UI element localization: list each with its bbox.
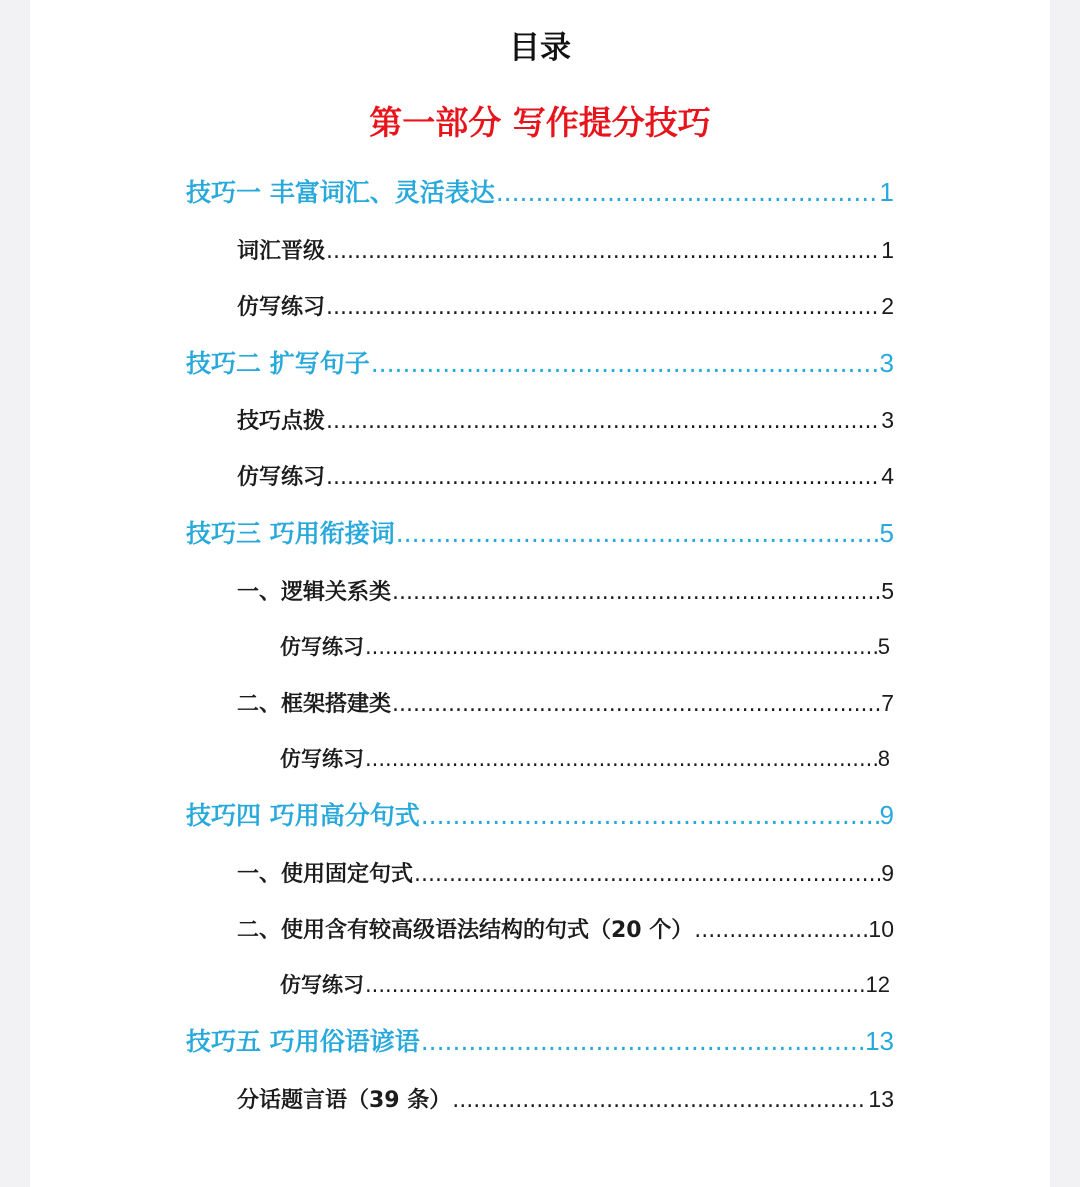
dot-leader: [326, 461, 880, 495]
toc-entry-level2[interactable]: [237, 912, 894, 948]
toc-entry-level1[interactable]: [186, 798, 894, 833]
dot-leader: [496, 176, 879, 210]
toc-entry-level2[interactable]: [237, 574, 894, 610]
toc-entry-label: 技巧四 巧用高分句式: [186, 801, 420, 830]
toc-entry-label: 词汇晋级: [237, 239, 326, 264]
toc-entry-level3[interactable]: [280, 968, 890, 1002]
toc-entry-label: 技巧一 丰富词汇、灵活表达: [186, 178, 495, 207]
dot-leader: [365, 630, 877, 664]
toc-entry-level1[interactable]: [186, 175, 894, 210]
toc-entry-page: 9: [881, 860, 894, 886]
toc-entry-page: 13: [868, 1086, 894, 1112]
dot-leader: [421, 1025, 864, 1059]
toc-entry-level2[interactable]: [237, 856, 894, 892]
dot-leader: [365, 742, 877, 776]
toc-entry-page: 12: [865, 972, 890, 997]
toc-entry-label: 一、使用固定句式: [237, 862, 414, 887]
toc-entry-level1[interactable]: [186, 346, 894, 381]
toc-entry-page: 1: [881, 237, 894, 263]
toc-entry-page: 5: [881, 578, 894, 604]
dot-leader: [326, 405, 880, 439]
toc-entry-level2[interactable]: [237, 686, 894, 722]
dot-leader: [694, 914, 867, 948]
toc-entry-page: 3: [879, 348, 894, 378]
toc-entry-label: 一、逻辑关系类: [237, 580, 392, 605]
toc-entry-page: 13: [865, 1026, 894, 1056]
toc-entry-label: 仿写练习: [237, 295, 326, 320]
toc-entry-page: 5: [879, 518, 894, 548]
toc-entry-label: 二、框架搭建类: [237, 692, 392, 717]
toc-entry-page: 7: [881, 690, 894, 716]
toc-entry-page: 9: [879, 800, 894, 830]
toc-entry-level3[interactable]: [280, 742, 890, 776]
part-title: 第一部分 写作提分技巧: [369, 103, 711, 142]
toc-entry-label: 技巧点拨: [237, 409, 326, 434]
toc-entry-page: 4: [881, 463, 894, 489]
toc-entry-label: 二、使用含有较高级语法结构的句式（20 个）: [237, 918, 694, 943]
toc-entry-level1[interactable]: [186, 1024, 894, 1059]
toc-entry-level2[interactable]: [237, 403, 894, 439]
toc-entry-label: 仿写练习: [280, 635, 364, 659]
toc-entry-page: 5: [877, 634, 890, 659]
toc-entry-label: 技巧二 扩写句子: [186, 349, 370, 378]
toc-entry-page: 8: [877, 746, 890, 771]
toc-entry-label: 仿写练习: [280, 973, 364, 997]
toc-entry-level3[interactable]: [280, 630, 890, 664]
dot-leader: [414, 858, 880, 892]
dot-leader: [452, 1084, 867, 1118]
toc-entry-page: 1: [879, 177, 894, 207]
dot-leader: [392, 576, 880, 610]
dot-leader: [396, 517, 879, 551]
toc-entry-level2[interactable]: [237, 1082, 894, 1118]
dot-leader: [365, 968, 865, 1002]
dot-leader: [371, 347, 879, 381]
dot-leader: [392, 688, 880, 722]
dot-leader: [326, 291, 880, 325]
dot-leader: [421, 799, 879, 833]
toc-entry-label: 分话题言语（39 条）: [237, 1088, 452, 1113]
toc-entry-label: 仿写练习: [280, 747, 364, 771]
toc-entry-label: 技巧三 巧用衔接词: [186, 519, 395, 548]
toc-entry-label: 仿写练习: [237, 465, 326, 490]
dot-leader: [326, 235, 880, 269]
toc-entry-page: 2: [881, 293, 894, 319]
toc-entry-level2[interactable]: [237, 233, 894, 269]
toc-entry-label: 技巧五 巧用俗语谚语: [186, 1027, 420, 1056]
toc-entry-page: 3: [881, 407, 894, 433]
toc-entry-page: 10: [868, 916, 894, 942]
toc-entry-level2[interactable]: [237, 459, 894, 495]
toc-entry-level2[interactable]: [237, 289, 894, 325]
toc-entry-level1[interactable]: [186, 516, 894, 551]
page-title: 目录: [509, 30, 571, 66]
